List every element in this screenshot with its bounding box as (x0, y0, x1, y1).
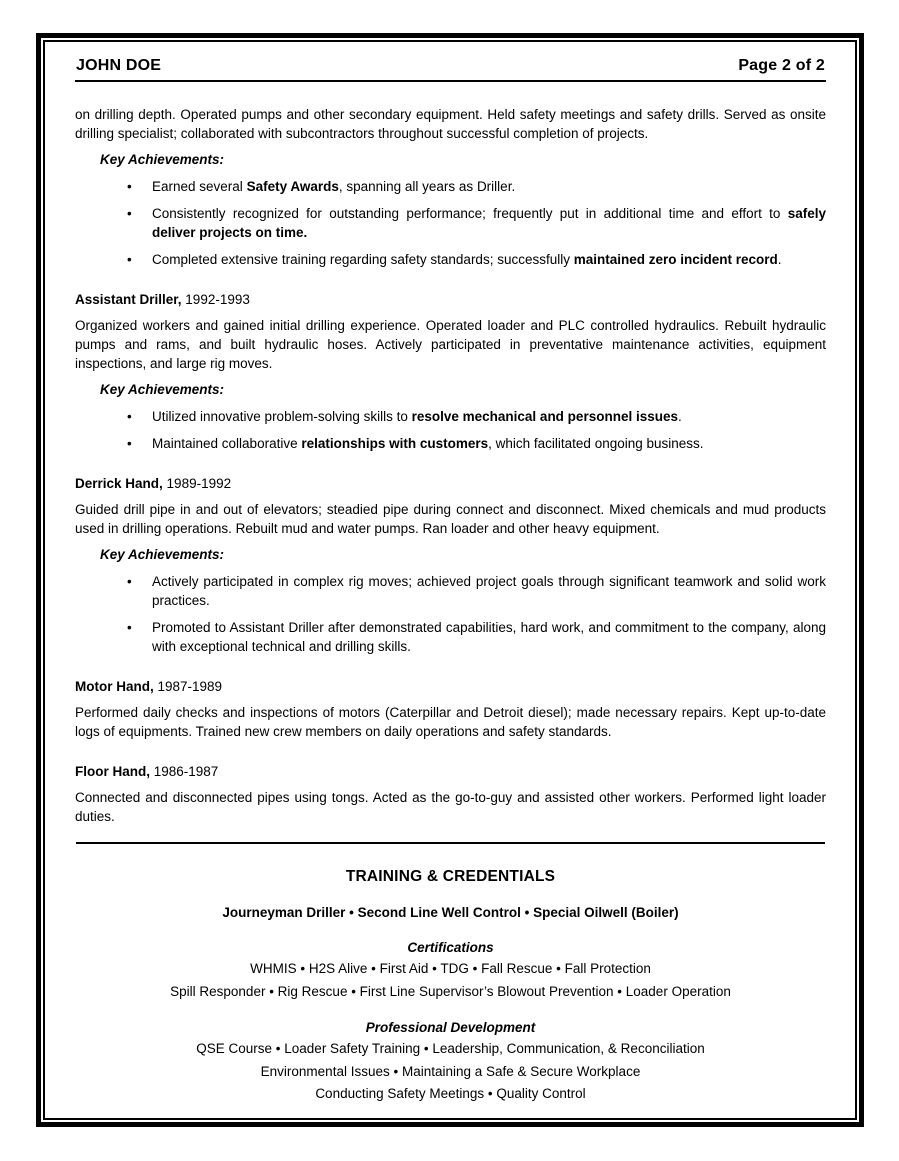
key-achievements-label: Key Achievements: (100, 382, 225, 397)
job-name: Derrick Hand, (75, 476, 163, 491)
resume-page (43, 40, 857, 1120)
credentials-group-heading: Certifications (407, 940, 494, 955)
training-summary-line: Journeyman Driller • Second Line Well Control • Special Oilwell (Boiler) (222, 905, 679, 920)
bullet-item (127, 250, 826, 269)
paragraph (75, 703, 826, 741)
credentials-groups (75, 938, 826, 1105)
body-text: on drilling depth. Operated pumps and other secondary equipment. Held safety meetings and safety drills. Served as onsite drilling specialist; collaborated with subcontractors throughout successful completion of projects. (75, 107, 826, 141)
body-text: Performed daily checks and inspections of motors (Caterpillar and Detroit diesel); made necessary repairs. Kept up-to-date logs of equipments. Trained new crew members on daily operations and safety standards. (75, 705, 826, 739)
body-text: Actively participated in complex rig moves; achieved project goals through significant teamwork and solid work practices. (152, 574, 826, 608)
body-text: Connected and disconnected pipes using tongs. Acted as the go-to-guy and assisted other workers. Performed light loader duties. (75, 790, 826, 824)
credentials-line: Spill Responder • Rig Rescue • First Line Supervisor’s Blowout Prevention • Loader Operation (170, 983, 731, 999)
job-name: Motor Hand, (75, 679, 154, 694)
experience-section (75, 105, 826, 826)
credentials-group-heading: Professional Development (365, 1020, 536, 1035)
paragraph (75, 316, 826, 373)
body-text: Guided drill pipe in and out of elevators; steadied pipe during connect and disconnect. Mixed chemicals and mud products used in drilling operations. Rebuilt mud and water pumps. Ran loader and other heavy equipment. (75, 502, 826, 536)
bullet-icon: • (127, 436, 132, 451)
credentials-line: WHMIS • H2S Alive • First Aid • TDG • Fall Rescue • Fall Protection (250, 961, 651, 976)
emphasis-text: safely deliver projects on time. (152, 206, 826, 240)
paragraph (75, 105, 826, 143)
body-text: , which facilitated ongoing business. (488, 436, 704, 451)
bullet-icon: • (127, 252, 132, 267)
body-text: . (677, 409, 682, 424)
bullet-icon: • (127, 409, 132, 424)
key-achievements-label: Key Achievements: (100, 152, 225, 167)
emphasis-text: relationships with customers (301, 436, 489, 451)
page-border (36, 33, 864, 1127)
bullet-item (127, 177, 826, 196)
body-text: Completed extensive training regarding safety standards; successfully (152, 252, 574, 267)
body-text: Organized workers and gained initial drilling experience. Operated loader and PLC controlled hydraulics. Rebuilt hydraulic pumps and rams, and built hydraulic hoses. Actively participated in preventative maintenance activities, equipment inspections, and large rig moves. (75, 318, 826, 371)
emphasis-text: maintained zero incident record (573, 252, 778, 267)
body-text: Promoted to Assistant Driller after demonstrated capabilities, hard work, and commitment to the company, along with exceptional technical and drilling skills. (152, 620, 826, 654)
job-title (75, 474, 826, 493)
page-content (75, 105, 826, 1105)
section-divider (76, 842, 825, 844)
body-text: , spanning all years as Driller. (338, 179, 516, 194)
job-dates: 1992-1993 (181, 292, 250, 307)
job-title (75, 762, 826, 781)
job-name: Floor Hand, (75, 764, 150, 779)
bullet-icon: • (127, 206, 132, 221)
job-title (75, 677, 826, 696)
bullet-icon: • (127, 574, 132, 589)
job-dates: 1987-1989 (153, 679, 223, 694)
header-page-number: Page 2 of 2 (738, 57, 825, 74)
key-achievements-label: Key Achievements: (100, 547, 225, 562)
page-header (75, 48, 826, 82)
bullet-item (127, 434, 826, 453)
credentials-line: QSE Course • Loader Safety Training • Leadership, Communication, & Reconciliation (196, 1041, 705, 1056)
job-name: Assistant Driller, (75, 292, 182, 307)
emphasis-text: Safety Awards (246, 179, 339, 194)
bullet-item (127, 204, 826, 242)
bullet-item (127, 407, 826, 426)
bullet-icon: • (127, 620, 132, 635)
body-text: Maintained collaborative (152, 436, 302, 451)
body-text: Earned several (152, 179, 247, 194)
paragraph (75, 500, 826, 538)
bullet-item (127, 572, 826, 610)
job-title (75, 290, 826, 309)
bullet-icon: • (127, 179, 132, 194)
body-text: Utilized innovative problem-solving skills to (152, 409, 412, 424)
header-name: JOHN DOE (76, 57, 162, 74)
job-dates: 1986-1987 (150, 764, 219, 779)
training-section-title: TRAINING & CREDENTIALS (345, 868, 556, 885)
credentials-line: Conducting Safety Meetings • Quality Control (315, 1086, 586, 1101)
bullet-item (127, 618, 826, 656)
training-section (75, 867, 826, 1105)
credentials-line: Environmental Issues • Maintaining a Safe & Secure Workplace (260, 1063, 641, 1079)
paragraph (75, 788, 826, 826)
emphasis-text: resolve mechanical and personnel issues (411, 409, 678, 424)
body-text: . (777, 252, 782, 267)
body-text: Consistently recognized for outstanding performance; frequently put in additional time and effort to (152, 206, 788, 221)
job-dates: 1989-1992 (162, 476, 232, 491)
